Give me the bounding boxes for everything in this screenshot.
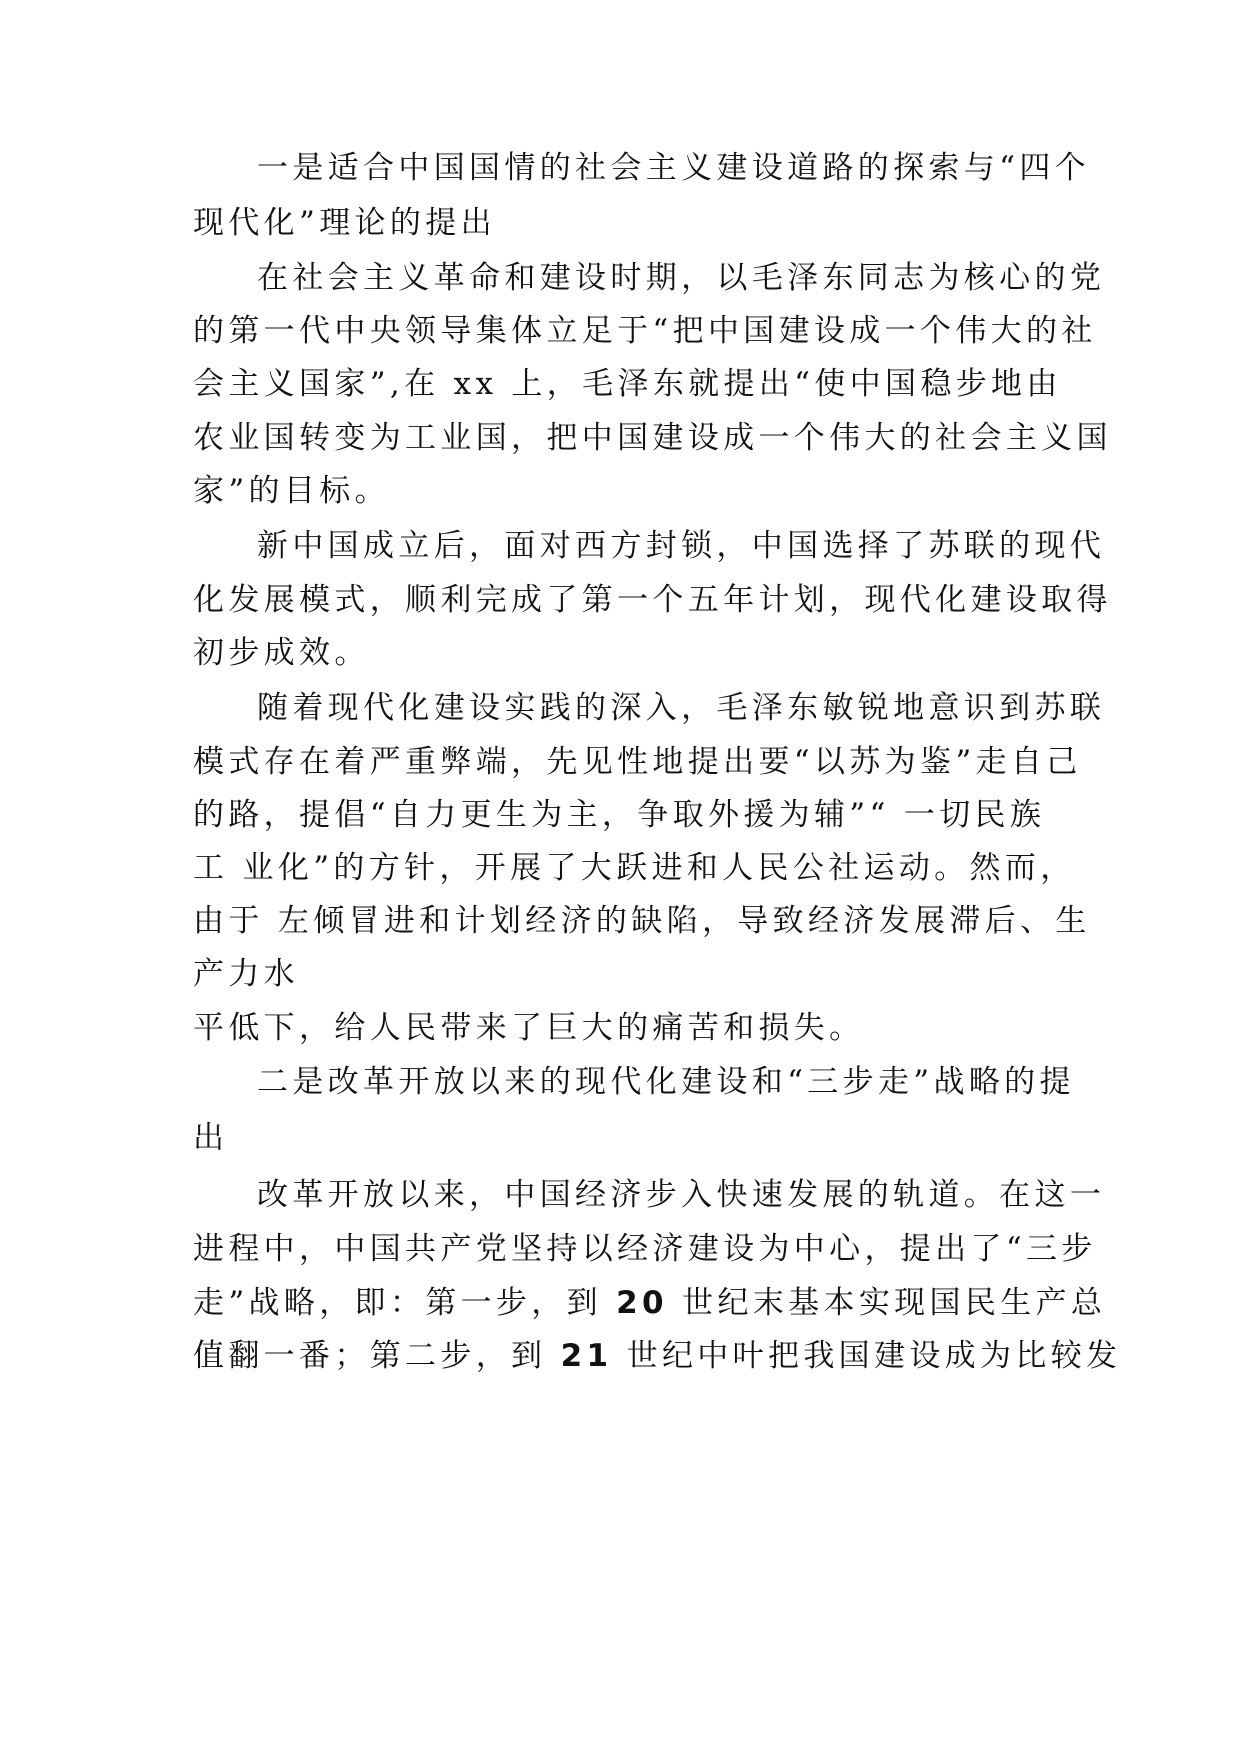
- paragraph-4-line-2: 进程中，中国共产党坚持以经济建设为中心，提出了“三步: [193, 1231, 1097, 1267]
- century-number-20: 20: [616, 1285, 668, 1321]
- paragraph-4-line-3-part-1: 走”战略，即：第一步，到: [193, 1285, 617, 1321]
- paragraph-4-line-3: [193, 1283, 1106, 1323]
- paragraph-4-line-4-part-2: 世纪中叶把我国建设成为比较发: [612, 1338, 1122, 1374]
- paragraph-2-line-2: 化发展模式，顺利完成了第一个五年计划，现代化建设取得: [193, 582, 1112, 618]
- paragraph-4-line-3-part-2: 世纪末基本实现国民生产总: [667, 1285, 1107, 1321]
- paragraph-3-line-6: 产力水: [193, 956, 300, 992]
- paragraph-3-line-7: 平低下，给人民带来了巨大的痛苦和损失。: [193, 1010, 865, 1046]
- paragraph-2-line-3: 初步成效。: [193, 635, 370, 671]
- paragraph-1-line-5: 家”的目标。: [193, 473, 390, 509]
- paragraph-4-line-1: 改革开放以来，中国经济步入快速发展的轨道。在这一: [257, 1177, 1106, 1213]
- century-number-21: 21: [560, 1338, 613, 1374]
- heading-2-line-1: 二是改革开放以来的现代化建设和“三步走”战略的提: [257, 1064, 1075, 1100]
- heading-1-line-1: 一是适合中国国情的社会主义建设道路的探索与“四个: [257, 150, 1091, 186]
- heading-1-line-2: 现代化”理论的提出: [193, 205, 496, 241]
- paragraph-2-line-1: 新中国成立后，面对西方封锁，中国选择了苏联的现代: [257, 528, 1106, 564]
- heading-2-line-2: 出: [193, 1120, 229, 1156]
- paragraph-3-line-5: 由于 左倾冒进和计划经济的缺陷，导致经济发展滞后、生: [193, 903, 1091, 939]
- paragraph-1-line-4: 农业国转变为工业国，把中国建设成一个伟大的社会主义国: [193, 420, 1112, 456]
- paragraph-3-line-3: 的路，提倡“自力更生为主，争取外援为辅”“ 一切民族: [193, 797, 1046, 833]
- paragraph-1-line-2: 的第一代中央领导集体立足于“把中国建设成一个伟大的社: [193, 313, 1097, 349]
- paragraph-1-line-1: 在社会主义革命和建设时期，以毛泽东同志为核心的党: [257, 260, 1106, 296]
- paragraph-4-line-4-part-1: 值翻一番；第二步，到: [193, 1338, 561, 1374]
- paragraph-3-line-1: 随着现代化建设实践的深入，毛泽东敏锐地意识到苏联: [257, 690, 1106, 726]
- paragraph-1-line-3: 会主义国家”,在 xx 上，毛泽东就提出“使中国稳步地由: [193, 366, 1062, 402]
- paragraph-3-line-2: 模式存在着严重弊端，先见性地提出要“以苏为鉴”走自己: [193, 744, 1082, 780]
- paragraph-3-line-4: 工 业化”的方针，开展了大跃进和人民公社运动。然而，: [193, 850, 1076, 886]
- paragraph-4-line-4: [193, 1336, 1121, 1376]
